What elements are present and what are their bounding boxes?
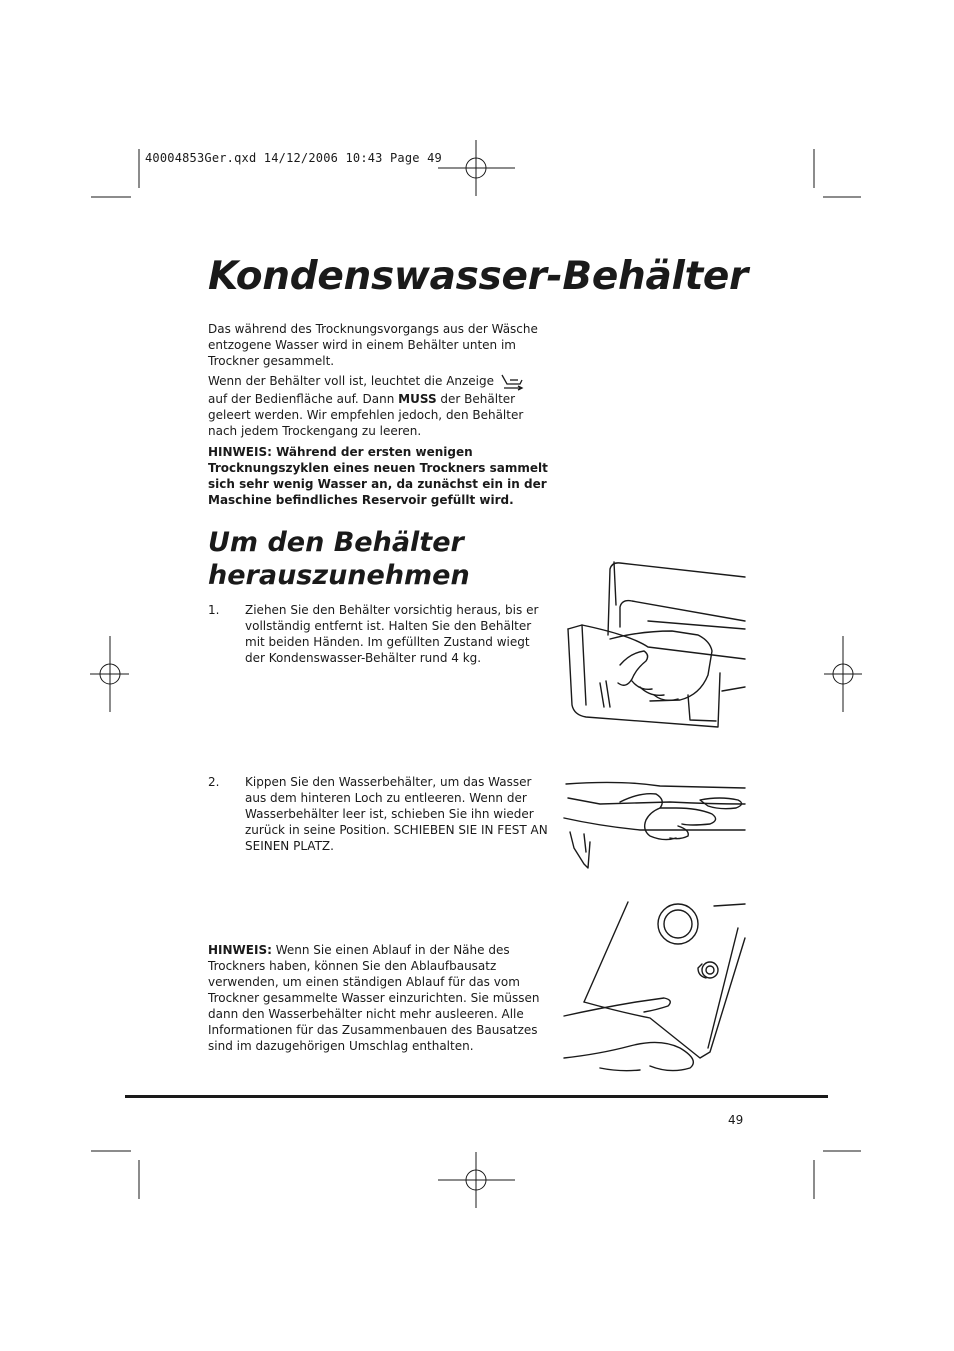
intro-block (208, 321, 553, 508)
intro-emphasis: MUSS (398, 392, 437, 406)
water-tank-full-icon (500, 373, 526, 391)
note-text: Wenn Sie einen Ablauf in der Nähe des Trockners haben, können Sie den Ablaufbausatz verwenden, um einen ständigen Ablauf für das vom Trockner gesammelte Wasser einzurichten. Sie müssen dann den Wasserbehälter nicht mehr ausleeren. Alle Informationen für das Zusammenbauen des Bausatzes sind im dazugehörigen Umschlag enthalten. (208, 943, 540, 1053)
page-title: Kondenswasser-Behälter (208, 254, 748, 299)
step-number: 2. (208, 775, 220, 789)
illustration-remove-container (560, 555, 750, 735)
page-number: 49 (728, 1113, 744, 1127)
illustration-drain-kit (560, 898, 750, 1078)
footer-rule (125, 1095, 828, 1098)
note-label: HINWEIS: (208, 943, 272, 957)
intro-note: HINWEIS: Während der ersten wenigen Trocknungszyklen eines neuen Trockners sammelt sich sehr wenig Wasser an, da zunächst ein in der Maschine befindliches Reservoir gefüllt wird. (208, 445, 548, 507)
kit-note (208, 942, 540, 1054)
registration-mark-icon (824, 636, 862, 712)
print-slug: 40004853Ger.qxd 14/12/2006 10:43 Page 49 (145, 151, 442, 165)
step-text: Ziehen Sie den Behälter vorsichtig heraus, bis er vollständig entfernt ist. Halten Sie den Behälter mit beiden Händen. Im gefüllten Zustand wiegt der Kondenswasser-Behälter rund 4 kg. (245, 603, 539, 665)
registration-mark-icon (90, 636, 129, 712)
illustration-tilt-container (560, 778, 750, 878)
intro-text: auf der Bedienfläche auf. Dann (208, 392, 399, 406)
step-number: 1. (208, 603, 220, 617)
registration-mark-icon (438, 1152, 515, 1208)
registration-mark-icon (438, 140, 515, 196)
step-text: Kippen Sie den Wasserbehälter, um das Wasser aus dem hinteren Loch zu entleeren. Wenn der Wasserbehälter leer ist, schieben Sie ihn wieder zurück in seine Position. SCHIEBEN SIE IN FEST AN SEINEN PLATZ. (245, 775, 548, 853)
intro-text: der Behälter geleert werden. Wir empfehlen jedoch, den Behälter nach jedem Trockengang zu leeren. (208, 392, 524, 438)
intro-text: Wenn der Behälter voll ist, leuchtet die Anzeige (208, 374, 495, 388)
intro-paragraph: Das während des Trocknungsvorgangs aus der Wäsche entzogene Wasser wird in einem Behälter unten im Trockner gesammelt. (208, 322, 538, 368)
intro-paragraph-indicator (208, 373, 538, 439)
section-heading: Um den Behälter herauszunehmen (208, 527, 470, 591)
